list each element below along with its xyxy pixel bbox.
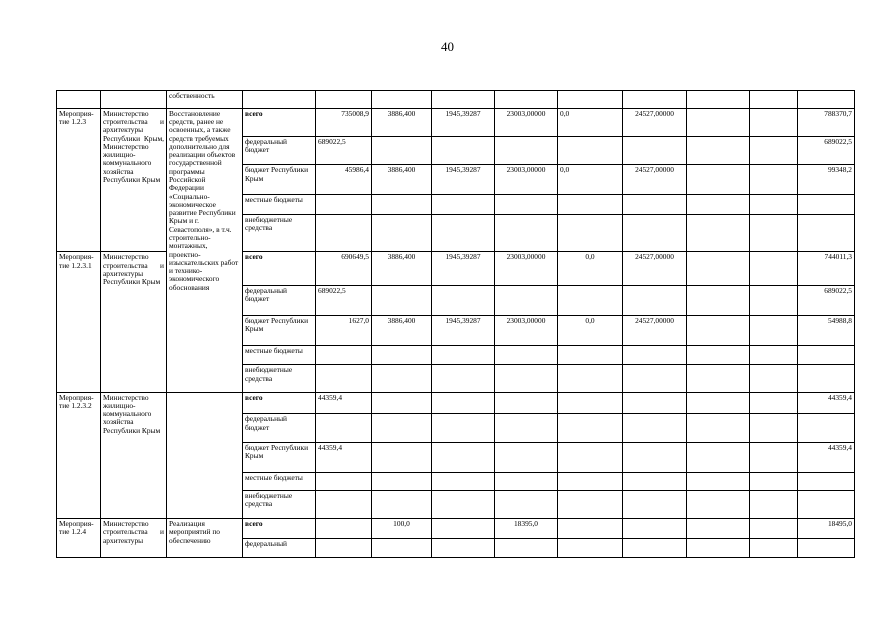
value-cell bbox=[432, 285, 495, 315]
code-cell bbox=[57, 91, 101, 109]
value-cell bbox=[495, 285, 558, 315]
value-cell: 3886,400 bbox=[372, 108, 432, 136]
value-cell: 690649,5 bbox=[316, 252, 372, 286]
value-cell: 54988,8 bbox=[798, 316, 855, 346]
value-cell: 44359,4 bbox=[316, 442, 372, 472]
event-purpose: Восстановление средств, ранее не освоенных, а также средств требуемых дополнительно для реализации объектов государственной программы Российской Федерации «Социально-экономическое развитие Республики Крым и г. Севастополя», в т.ч. строительно-монтажных, проектно-изыскательских работ и технико-экономического обоснования bbox=[167, 108, 243, 392]
value-cell: 24527,00000 bbox=[623, 108, 687, 136]
value-cell bbox=[687, 316, 750, 346]
funding-type: федеральный бюджет bbox=[243, 137, 316, 165]
funding-type: местные бюджеты bbox=[243, 473, 316, 491]
value-cell: 24527,00000 bbox=[623, 165, 687, 194]
funding-type: всего bbox=[243, 108, 316, 136]
table-row bbox=[57, 91, 855, 109]
value-cell bbox=[623, 137, 687, 165]
value-cell: 1945,39287 bbox=[432, 165, 495, 194]
value-cell: 689022,5 bbox=[316, 137, 372, 165]
value-cell: 3886,400 bbox=[372, 316, 432, 346]
value-cell: 0,0 bbox=[558, 252, 623, 286]
value-cell bbox=[495, 137, 558, 165]
event-executor: Министерство строительства и архитектуры Республики Крым, Министерство жилищно-коммунального хозяйства Республики Крым bbox=[101, 108, 167, 251]
value-cell: 18395,0 bbox=[495, 519, 558, 539]
value-cell bbox=[687, 137, 750, 165]
table-row bbox=[57, 392, 855, 414]
value-cell: 0,0 bbox=[558, 108, 623, 136]
value-cell: 44359,4 bbox=[798, 442, 855, 472]
event-purpose: Реализация мероприятий по обеспечению bbox=[167, 519, 243, 558]
value-cell: 689022,5 bbox=[798, 137, 855, 165]
budget-table bbox=[56, 90, 855, 558]
value-cell: 735008,9 bbox=[316, 108, 372, 136]
value-cell: 18495,0 bbox=[798, 519, 855, 539]
funding-type: внебюджетные средства bbox=[243, 214, 316, 252]
funding-type: федеральный бюджет bbox=[243, 414, 316, 442]
purpose-cell bbox=[167, 392, 243, 519]
value-cell: 1945,39287 bbox=[432, 252, 495, 286]
value-cell bbox=[750, 137, 798, 165]
funding-type: местные бюджеты bbox=[243, 346, 316, 365]
value-cell bbox=[372, 285, 432, 315]
value-cell: 689022,5 bbox=[316, 285, 372, 315]
value-cell: 23003,00000 bbox=[495, 108, 558, 136]
value-cell: 1627,0 bbox=[316, 316, 372, 346]
value-cell: 23003,00000 bbox=[495, 316, 558, 346]
funding-type: бюджет Республики Крым bbox=[243, 165, 316, 194]
funding-type: внебюджетные средства bbox=[243, 365, 316, 392]
value-cell bbox=[687, 252, 750, 286]
value-cell bbox=[372, 137, 432, 165]
event-code: Мероприя-тие 1.2.3.2 bbox=[57, 392, 101, 519]
value-cell: 44359,4 bbox=[316, 392, 372, 414]
event-executor: Министерство строительства и архитектуры bbox=[101, 519, 167, 558]
page-number: 40 bbox=[441, 39, 454, 54]
value-cell: 44359,4 bbox=[798, 392, 855, 414]
value-cell bbox=[687, 165, 750, 194]
funding-type: всего bbox=[243, 519, 316, 539]
funding-type: федеральный бюджет bbox=[243, 285, 316, 315]
event-code: Мероприя-тие 1.2.4 bbox=[57, 519, 101, 558]
value-cell: 744011,3 bbox=[798, 252, 855, 286]
value-cell: 1945,39287 bbox=[432, 316, 495, 346]
value-cell: 689022,5 bbox=[798, 285, 855, 315]
table-row bbox=[57, 519, 855, 539]
value-cell bbox=[558, 137, 623, 165]
value-cell: 1945,39287 bbox=[432, 108, 495, 136]
value-cell bbox=[687, 285, 750, 315]
value-cell bbox=[750, 285, 798, 315]
value-cell bbox=[750, 316, 798, 346]
value-cell: 23003,00000 bbox=[495, 252, 558, 286]
value-cell: 100,0 bbox=[372, 519, 432, 539]
funding-type: всего bbox=[243, 392, 316, 414]
executor-cell bbox=[101, 91, 167, 109]
value-cell bbox=[432, 137, 495, 165]
value-cell: 3886,400 bbox=[372, 252, 432, 286]
value-cell bbox=[750, 165, 798, 194]
value-cell bbox=[558, 285, 623, 315]
value-cell bbox=[623, 285, 687, 315]
event-code: Мероприя-тие 1.2.3 bbox=[57, 108, 101, 251]
funding-type: федеральный bbox=[243, 539, 316, 558]
value-cell: 0,0 bbox=[558, 316, 623, 346]
value-cell bbox=[750, 252, 798, 286]
funding-type: местные бюджеты bbox=[243, 194, 316, 214]
value-cell bbox=[687, 108, 750, 136]
value-cell: 24527,00000 bbox=[623, 252, 687, 286]
value-cell: 788370,7 bbox=[798, 108, 855, 136]
value-cell: 0,0 bbox=[558, 165, 623, 194]
value-cell: 3886,400 bbox=[372, 165, 432, 194]
funding-type: внебюджетные средства bbox=[243, 490, 316, 518]
event-code: Мероприя-тие 1.2.3.1 bbox=[57, 252, 101, 392]
table-row bbox=[57, 108, 855, 136]
purpose-cell: собственность bbox=[167, 91, 243, 109]
funding-type: бюджет Республики Крым bbox=[243, 316, 316, 346]
value-cell bbox=[750, 108, 798, 136]
value-cell: 45986,4 bbox=[316, 165, 372, 194]
value-cell: 24527,00000 bbox=[623, 316, 687, 346]
event-executor: Министерство строительства и архитектуры Республики Крым bbox=[101, 252, 167, 392]
funding-type: всего bbox=[243, 252, 316, 286]
value-cell: 99348,2 bbox=[798, 165, 855, 194]
value-cell: 23003,00000 bbox=[495, 165, 558, 194]
event-executor: Министерство жилищно-коммунального хозяйства Республики Крым bbox=[101, 392, 167, 519]
funding-type: бюджет Республики Крым bbox=[243, 442, 316, 472]
